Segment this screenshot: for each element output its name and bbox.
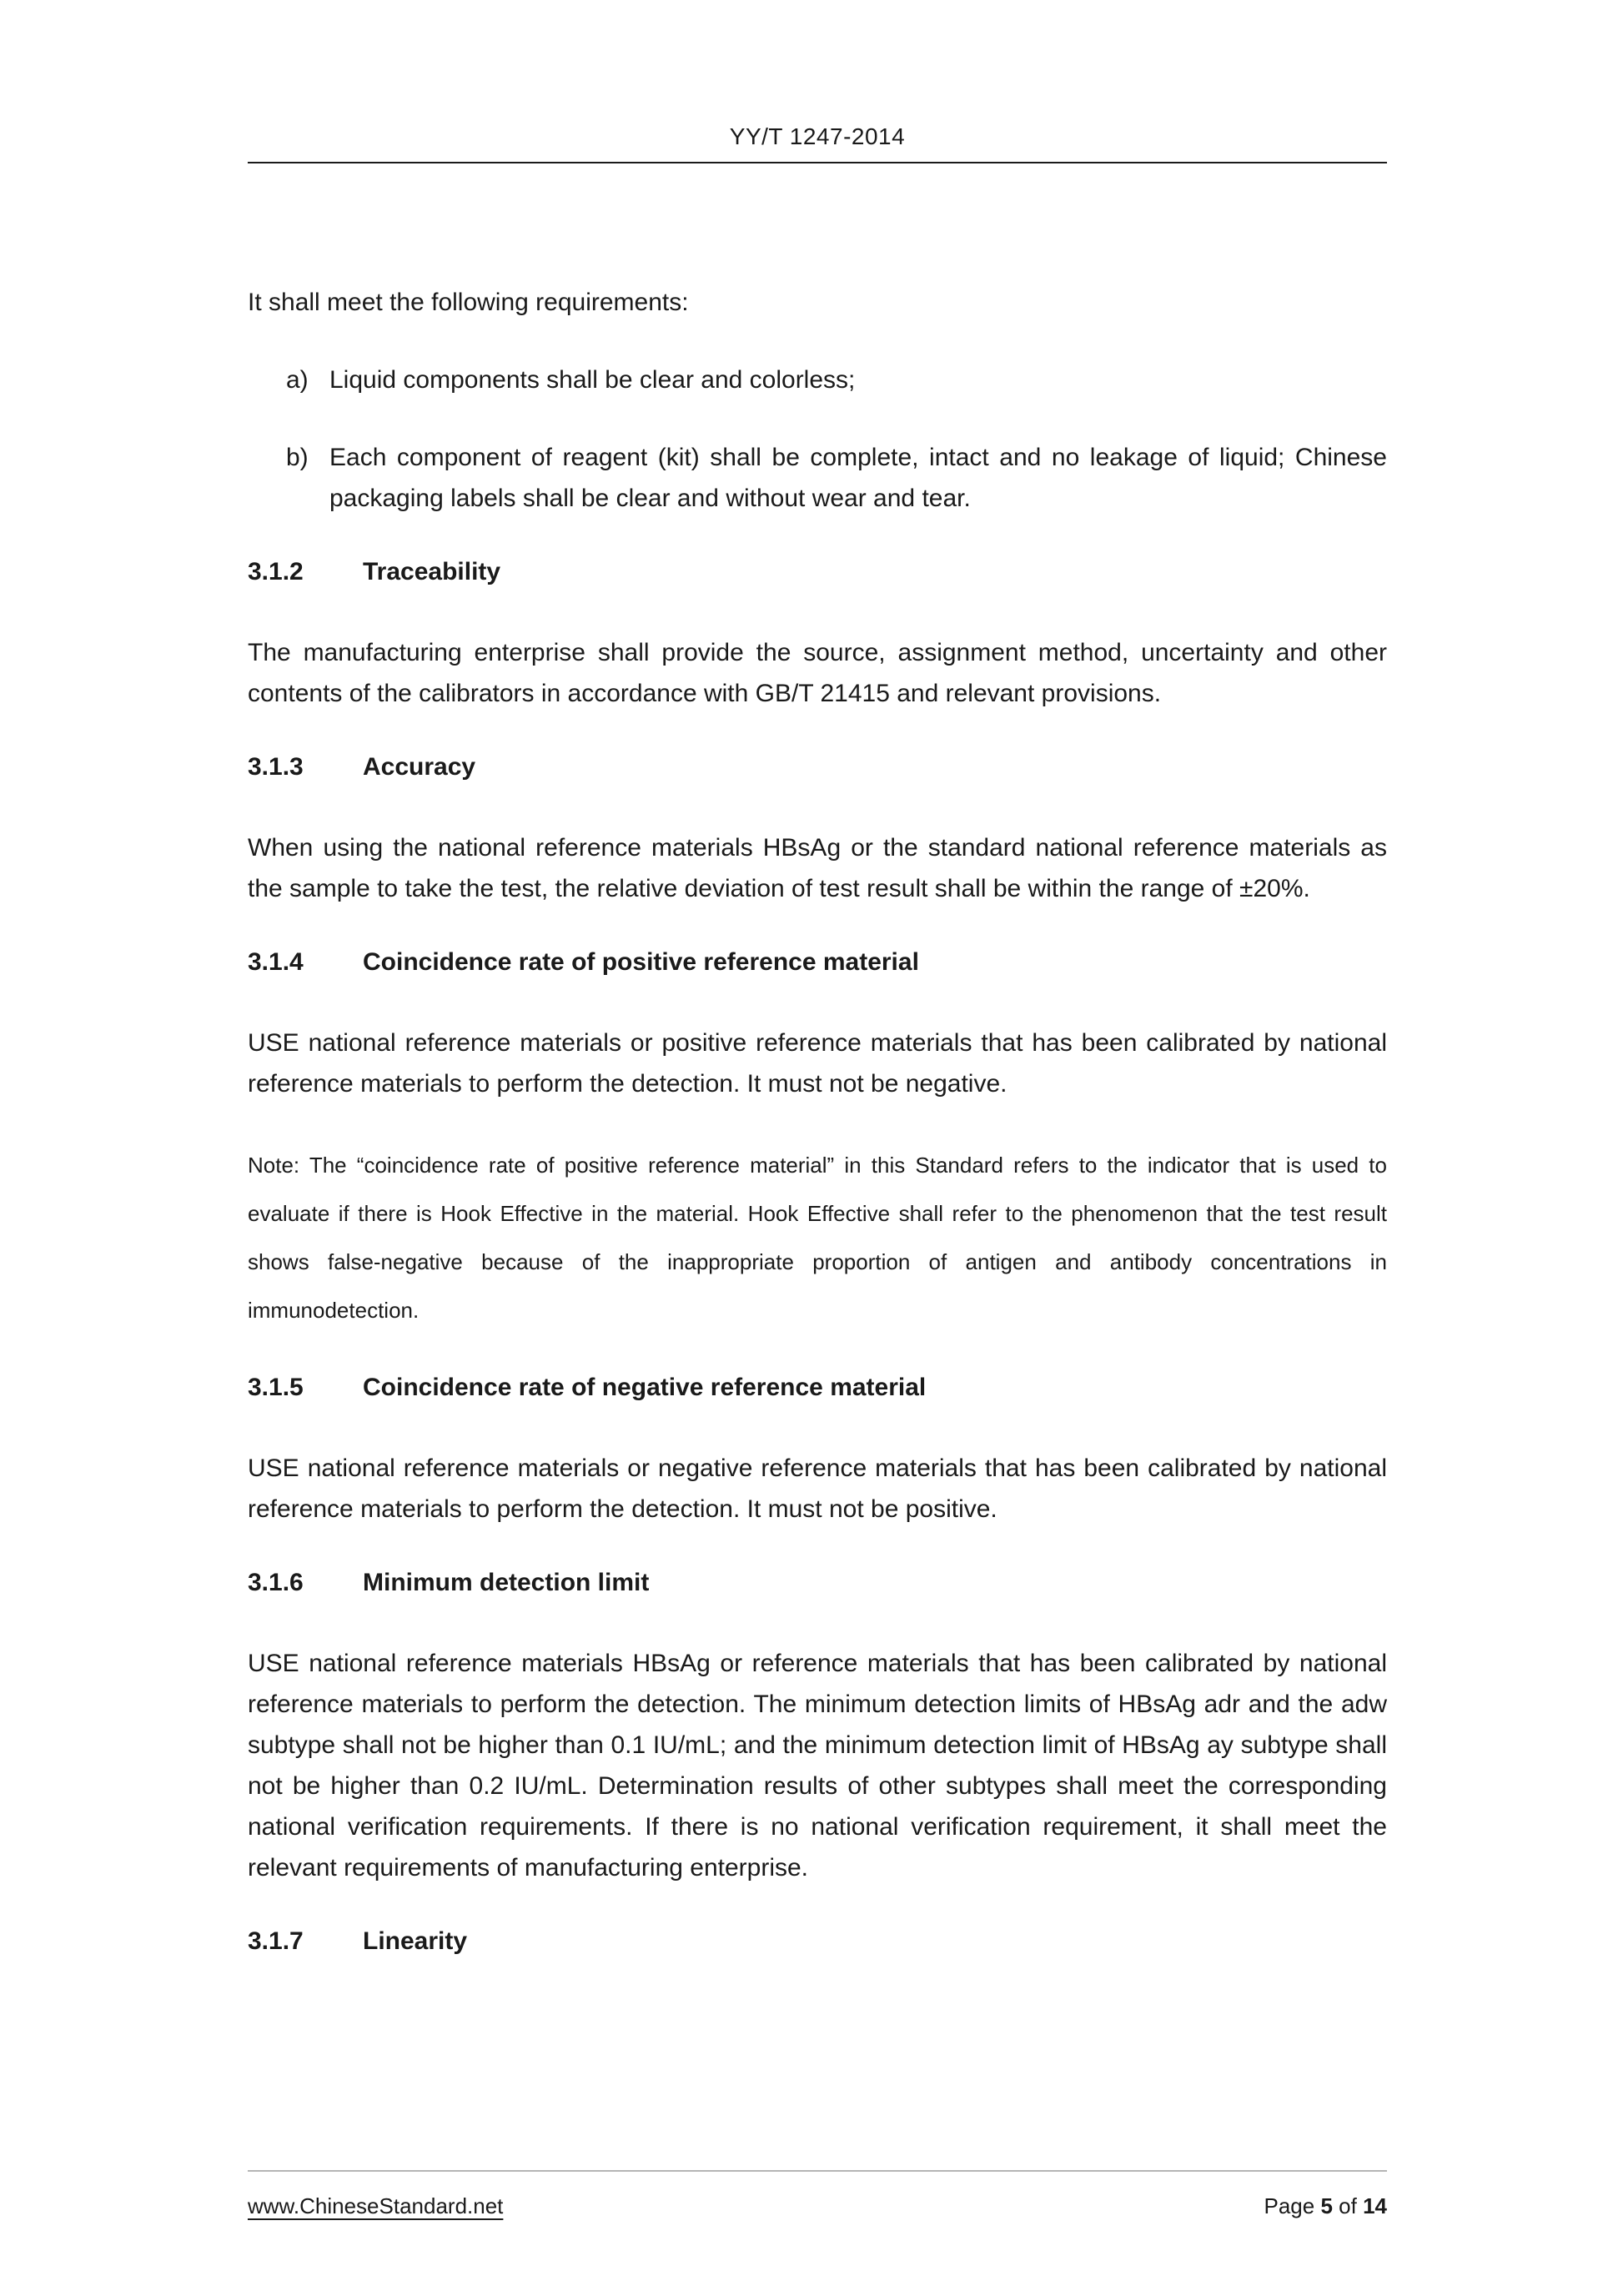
section-number: 3.1.5 <box>248 1374 304 1401</box>
page-header <box>248 123 1387 163</box>
section-note: Note: The “coincidence rate of positive reference material” in this Standard refers to the indicator that is used to evaluate if there is Hook Effective in the material. Hook Effective shall refer to the phenomenon that the test result shows false-negative because of the inappropriate proportion of antigen and antibody concentrations in immunodetection. <box>248 1153 1387 1323</box>
section-heading <box>248 555 1387 589</box>
page-number <box>1264 2193 1387 2219</box>
section-number: 3.1.4 <box>248 948 304 976</box>
section-heading <box>248 1566 1387 1600</box>
list-item-text: Liquid components shall be clear and colorless; <box>329 366 856 394</box>
list-item <box>286 437 1387 519</box>
section-title: Linearity <box>363 1927 468 1955</box>
section-title: Accuracy <box>363 753 476 781</box>
section-heading <box>248 751 1387 784</box>
section-heading <box>248 946 1387 979</box>
section-number: 3.1.3 <box>248 753 304 781</box>
intro-paragraph: It shall meet the following requirements: <box>248 289 689 316</box>
section-number: 3.1.7 <box>248 1927 304 1955</box>
page-word: Page <box>1264 2193 1315 2218</box>
section-heading <box>248 1925 1387 1958</box>
page-total: 14 <box>1363 2193 1387 2218</box>
document-number: YY/T 1247-2014 <box>729 123 906 149</box>
section-paragraph: USE national reference materials or negative reference materials that has been calibrated by national reference materials to perform the detection. It must not be positive. <box>248 1454 1387 1523</box>
section-number: 3.1.6 <box>248 1569 304 1596</box>
section-heading <box>248 1371 1387 1404</box>
website-link[interactable]: www.ChineseStandard.net <box>248 2193 504 2218</box>
section-title: Coincidence rate of positive reference material <box>363 948 919 976</box>
footer-row <box>248 2193 1387 2219</box>
section-paragraph: The manufacturing enterprise shall provide the source, assignment method, uncertainty and other contents of the calibrators in accordance with GB/T 21415 and relevant provisions. <box>248 639 1387 707</box>
section-paragraph: When using the national reference materials HBsAg or the standard national reference materials as the sample to take the test, the relative deviation of test result shall be within the range of ±20%. <box>248 834 1387 902</box>
list-marker: a) <box>286 366 309 394</box>
list-item-text: Each component of reagent (kit) shall be complete, intact and no leakage of liquid; Chinese packaging labels shall be clear and without wear and tear. <box>329 444 1387 512</box>
list-marker: b) <box>286 444 309 471</box>
page-current: 5 <box>1320 2193 1333 2218</box>
section-title: Coincidence rate of negative reference material <box>363 1374 927 1401</box>
footer-divider <box>248 2170 1387 2172</box>
page-footer <box>248 2170 1387 2219</box>
document-content <box>248 282 1387 1958</box>
section-paragraph: USE national reference materials or positive reference materials that has been calibrated by national reference materials to perform the detection. It must not be negative. <box>248 1029 1387 1098</box>
section-title: Traceability <box>363 558 501 585</box>
section-paragraph: USE national reference materials HBsAg or reference materials that has been calibrated by national reference materials to perform the detection. The minimum detection limits of HBsAg adr and the adw subtype shall not be higher than 0.1 IU/mL; and the minimum detection limit of HBsAg ay subtype shall not be higher than 0.2 IU/mL. Determination results of other subtypes shall meet the corresponding national verification requirements. If there is no national verification requirement, it shall meet the relevant requirements of manufacturing enterprise. <box>248 1650 1387 1882</box>
section-number: 3.1.2 <box>248 558 304 585</box>
section-title: Minimum detection limit <box>363 1569 650 1596</box>
list-item <box>286 359 1387 400</box>
of-word: of <box>1339 2193 1357 2218</box>
